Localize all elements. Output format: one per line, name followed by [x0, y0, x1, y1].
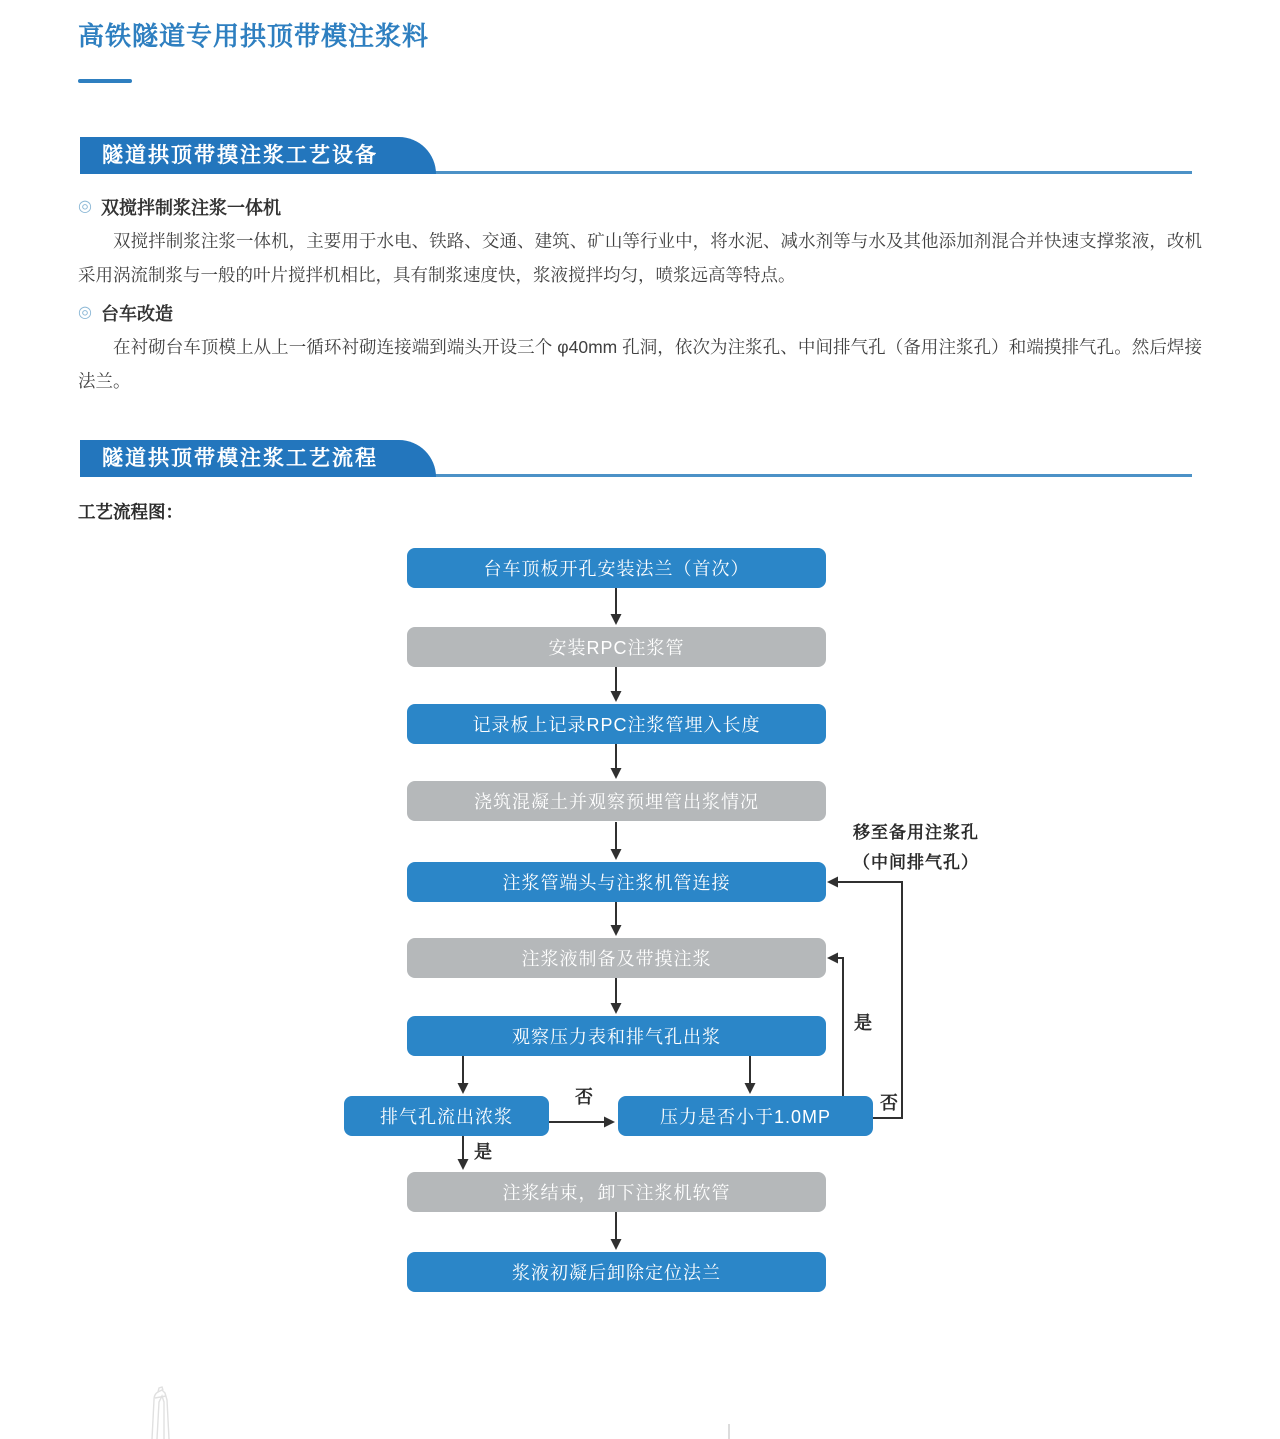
section-badge-equipment: 隧道拱顶带摸注浆工艺设备 — [80, 137, 436, 174]
tower-watermark — [138, 1386, 198, 1439]
flow-node-pour-concrete: 浇筑混凝土并观察预埋管出浆情况 — [407, 781, 826, 821]
flow-node-connect-pipe: 注浆管端头与注浆机管连接 — [407, 862, 826, 902]
document-body — [0, 0, 1280, 524]
edge-label-no-loop: 否 — [880, 1093, 898, 1113]
flow-node-observe-gauge: 观察压力表和排气孔出浆 — [407, 1016, 826, 1056]
flow-note-backup-hole — [828, 818, 1004, 878]
flow-node-pressure-check: 压力是否小于1.0MP — [618, 1096, 873, 1136]
flow-node-vent-thick-grout: 排气孔流出浓浆 — [344, 1096, 549, 1136]
flow-node-grouting-end: 注浆结束，卸下注浆机软管 — [407, 1172, 826, 1212]
flow-caption: 工艺流程图： — [78, 502, 183, 522]
double-circle-icon: ◎ — [78, 304, 92, 321]
flow-node-install-flange: 台车顶板开孔安装法兰（首次） — [407, 548, 826, 588]
flow-note-line2: （中间排气孔） — [853, 853, 979, 872]
bullet-paragraph: 在衬砌台车顶模上从上一循环衬砌连接端到端头开设三个 φ40mm 孔洞，依次为注浆孔、中间排气孔（备用注浆孔）和端摸排气孔。然后焊接法兰。 — [78, 337, 1202, 391]
flow-node-record-length: 记录板上记录RPC注浆管埋入长度 — [407, 704, 826, 744]
footer-divider-tick — [728, 1424, 730, 1439]
edge-label-no-horizontal: 否 — [575, 1087, 593, 1107]
double-circle-icon: ◎ — [78, 198, 92, 215]
section-header-process — [80, 440, 1192, 477]
bullet-heading: 双搅拌制浆注浆一体机 — [100, 198, 281, 218]
flow-node-remove-flange: 浆液初凝后卸除定位法兰 — [407, 1252, 826, 1292]
equipment-content — [78, 194, 1202, 398]
bullet-item-mixer — [78, 194, 1202, 220]
bullet-heading: 台车改造 — [100, 304, 173, 324]
page-title: 高铁隧道专用拱顶带模注浆料 — [78, 21, 430, 51]
flow-node-install-rpc-pipe: 安装RPC注浆管 — [407, 627, 826, 667]
bullet-item-trolley — [78, 300, 1202, 326]
edge-label-yes-loop: 是 — [854, 1013, 872, 1033]
section-header-equipment — [80, 137, 1192, 174]
section-badge-process: 隧道拱顶带模注浆工艺流程 — [80, 440, 436, 477]
title-underline — [78, 79, 132, 83]
bullet-paragraph: 双搅拌制浆注浆一体机，主要用于水电、铁路、交通、建筑、矿山等行业中，将水泥、减水剂等与水及其他添加剂混合并快速支撑浆液，改机采用涡流制浆与一般的叶片搅拌机相比，具有制浆速度快，浆液搅拌均匀，喷浆远高等特点。 — [78, 231, 1202, 285]
flow-node-prepare-grout: 注浆液制备及带摸注浆 — [407, 938, 826, 978]
flow-note-line1: 移至备用注浆孔 — [853, 823, 979, 842]
edge-label-yes-down: 是 — [474, 1142, 492, 1162]
